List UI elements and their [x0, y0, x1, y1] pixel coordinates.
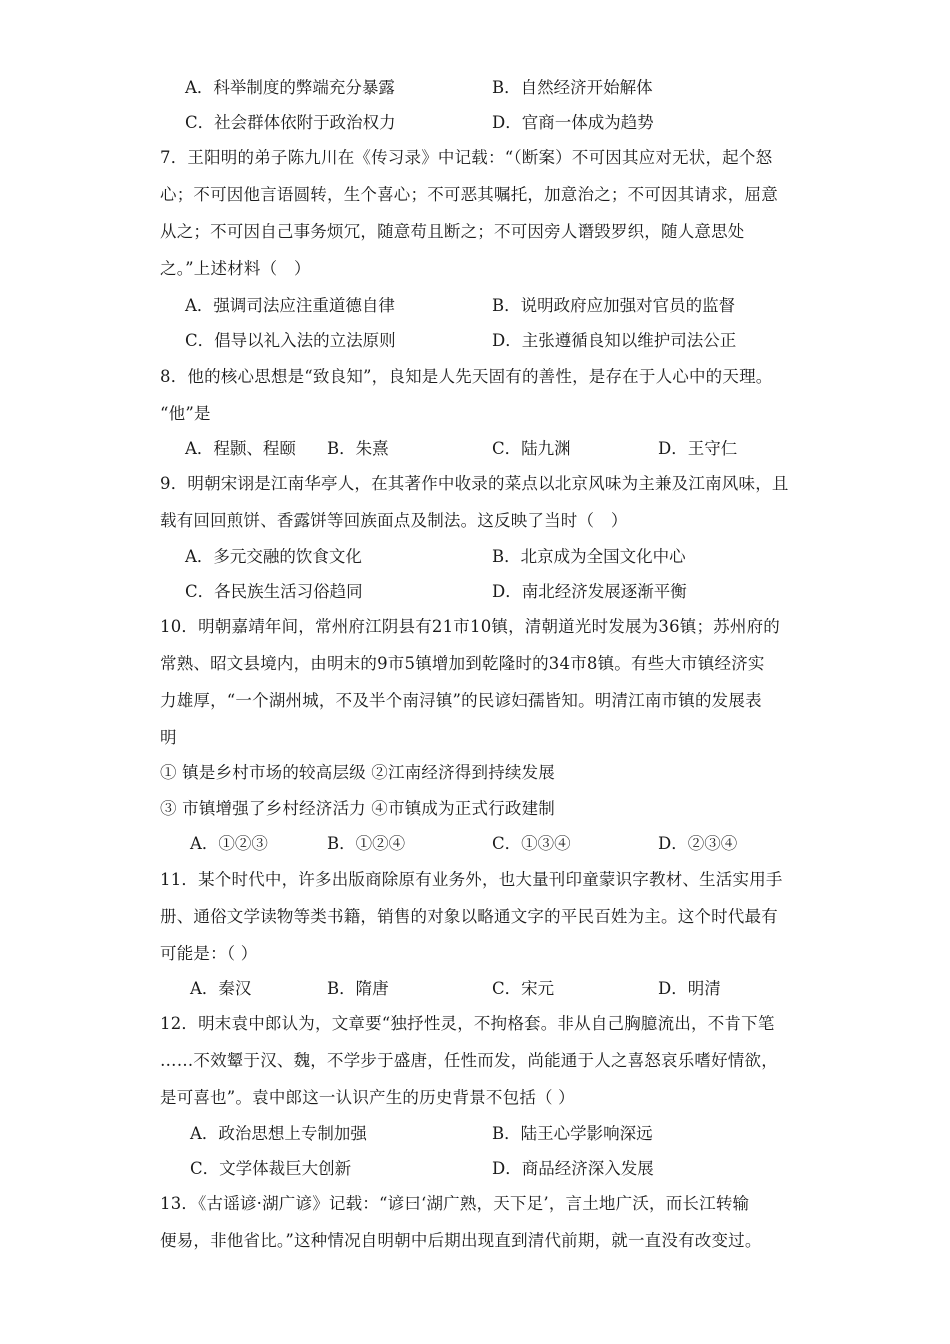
answer-option: D．官商一体成为趋势 [492, 113, 654, 132]
answer-option: B．朱熹 [327, 439, 389, 458]
text-line: 8．他的核心思想是“致良知”，良知是人先天固有的善性，是存在于人心中的天理。 [160, 367, 773, 386]
answer-option: A．政治思想上专制加强 [190, 1124, 367, 1143]
text-line: “他”是 [160, 404, 211, 423]
text-line: 明 [160, 728, 177, 747]
answer-option: C．社会群体依附于政治权力 [185, 113, 396, 132]
text-line: 便易，非他省比。”这种情况自明朝中后期出现直到清代前期，就一直没有改变过。 [160, 1231, 762, 1250]
answer-option: D．王守仁 [658, 439, 738, 458]
answer-option: C．文学体裁巨大创新 [190, 1159, 352, 1178]
answer-option: C．倡导以礼入法的立法原则 [185, 331, 396, 350]
answer-option: A．①②③ [190, 834, 268, 853]
text-line: 10．明朝嘉靖年间，常州府江阴县有21市10镇，清朝道光时发展为36镇；苏州府的 [160, 617, 780, 636]
text-line: ③ 市镇增强了乡村经济活力 ④市镇成为正式行政建制 [160, 799, 555, 818]
answer-option: D．商品经济深入发展 [492, 1159, 654, 1178]
answer-option: C．陆九渊 [492, 439, 571, 458]
answer-option: B．自然经济开始解体 [492, 78, 653, 97]
answer-option: B．隋唐 [327, 979, 389, 998]
text-line: ……不效颦于汉、魏，不学步于盛唐，任性而发，尚能通于人之喜怒哀乐嗜好情欲， [160, 1051, 778, 1070]
text-line: 可能是：（ ） [160, 944, 258, 963]
text-line: 之。”上述材料（ ） [160, 259, 311, 278]
answer-option: A．科举制度的弊端充分暴露 [185, 78, 395, 97]
text-line: 力雄厚，“一个湖州城，不及半个南浔镇”的民谚妇孺皆知。明清江南市镇的发展表 [160, 691, 762, 710]
text-line: 从之；不可因自己事务烦冗，随意苟且断之；不可因旁人谮毁罗织，随人意思处 [160, 222, 745, 241]
answer-option: A．强调司法应注重道德自律 [185, 296, 395, 315]
text-line: 是可喜也”。袁中郎这一认识产生的历史背景不包括（ ） [160, 1088, 575, 1107]
answer-option: B．陆王心学影响深远 [492, 1124, 653, 1143]
answer-option: C．宋元 [492, 979, 555, 998]
text-line: 心；不可因他言语圆转，生个喜心；不可恶其嘱托，加意治之；不可因其请求，屈意 [160, 185, 778, 204]
answer-option: D．②③④ [658, 834, 738, 853]
answer-option: A．多元交融的饮食文化 [185, 547, 362, 566]
text-line: 12．明末袁中郎认为，文章要“独抒性灵，不拘格套。非从自己胸臆流出，不肯下笔 [160, 1014, 775, 1033]
text-line: 册、通俗文学读物等类书籍，销售的对象以略通文字的平民百姓为主。这个时代最有 [160, 907, 778, 926]
text-line: 13．《古谣谚·湖广谚》记载：“谚曰‘湖广熟，天下足’，言土地广沃，而长江转输 [160, 1194, 750, 1213]
answer-option: D．主张遵循良知以维护司法公正 [492, 331, 737, 350]
text-line: 载有回回煎饼、香露饼等回族面点及制法。这反映了当时（ ） [160, 511, 628, 530]
answer-option: C．①③④ [492, 834, 571, 853]
text-line: 常熟、昭文县境内，由明末的9市5镇增加到乾隆时的34市8镇。有些大市镇经济实 [160, 654, 765, 673]
text-line: 9．明朝宋诩是江南华亭人，在其著作中收录的菜点以北京风味为主兼及江南风味，且 [160, 474, 789, 493]
answer-option: C．各民族生活习俗趋同 [185, 582, 363, 601]
answer-option: B．北京成为全国文化中心 [492, 547, 686, 566]
answer-option: A．程颢、程颐 [185, 439, 296, 458]
text-line: 7．王阳明的弟子陈九川在《传习录》中记载：“（断案）不可因其应对无状，起个怒 [160, 148, 773, 167]
text-line: 11．某个时代中，许多出版商除原有业务外，也大量刊印童蒙识字教材、生活实用手 [160, 870, 783, 889]
answer-option: B．①②④ [327, 834, 406, 853]
answer-option: D．明清 [658, 979, 721, 998]
text-line: ① 镇是乡村市场的较高层级 ②江南经济得到持续发展 [160, 763, 555, 782]
answer-option: A．秦汉 [190, 979, 252, 998]
answer-option: D．南北经济发展逐渐平衡 [492, 582, 687, 601]
answer-option: B．说明政府应加强对官员的监督 [492, 296, 736, 315]
